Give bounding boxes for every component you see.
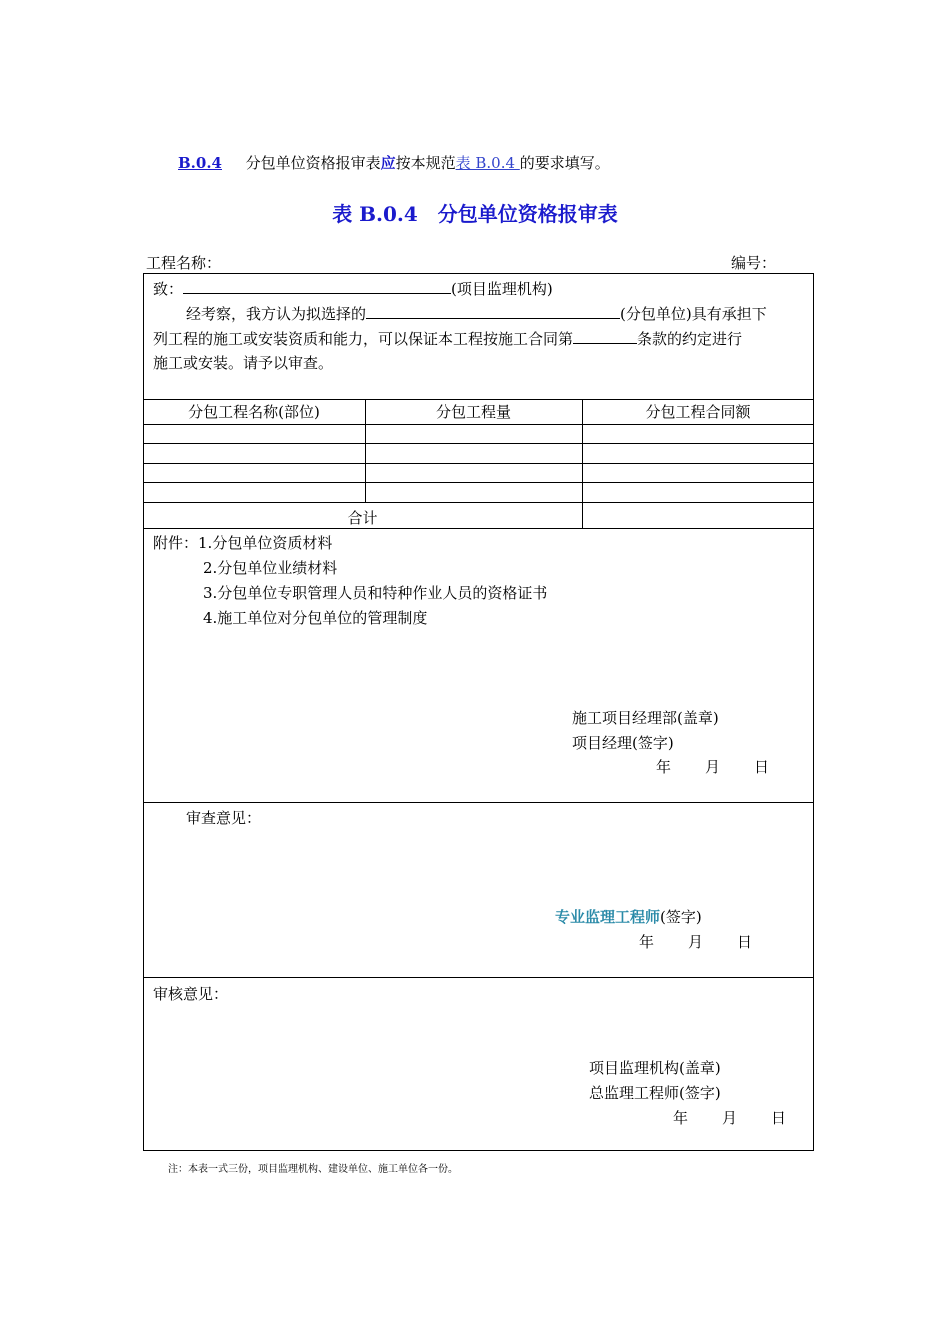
section-rule (143, 977, 814, 978)
col-header-amount: 分包工程合同额 (645, 403, 751, 421)
review-label: 审查意见： (186, 809, 262, 827)
engineer-label: 专业监理工程师 (555, 908, 661, 926)
month-label: 月 (688, 933, 704, 951)
to-blank[interactable] (183, 279, 451, 294)
request-line-2 (153, 328, 742, 349)
attachment-item: 2.分包单位业绩材料 (203, 559, 338, 577)
request-text-2a: 列工程的施工或安装资质和能力，可以保证本工程按施工合同第 (153, 330, 574, 348)
project-manager-sign-label: 项目经理(签字) (572, 734, 674, 752)
supervision-seal-label: 项目监理机构(盖章) (589, 1059, 721, 1077)
attachments-label: 附件： (153, 534, 199, 552)
to-line (153, 278, 553, 299)
col-header-quantity: 分包工程量 (435, 403, 511, 421)
table-top-rule (143, 399, 814, 400)
to-suffix: (项目监理机构) (451, 280, 553, 298)
attachment-item: 3.分包单位专职管理人员和特种作业人员的资格证书 (203, 584, 548, 602)
engineer-sign-line (555, 906, 702, 927)
month-label: 月 (722, 1109, 738, 1127)
intro-text-1: 分包单位资格报审表 (245, 154, 381, 172)
day-label: 日 (754, 758, 770, 776)
intro-text-3: 的要求填写。 (519, 154, 610, 172)
contractor-date (656, 756, 769, 777)
intro-line (178, 152, 610, 173)
attachment-item: 1.分包单位资质材料 (198, 534, 333, 552)
table-cell[interactable] (144, 425, 364, 442)
year-label: 年 (673, 1109, 689, 1127)
intro-text-2: 按本规范 (395, 154, 456, 172)
intro-emphasis: 应 (380, 154, 396, 172)
request-text-2b: 条款的约定进行 (637, 330, 743, 348)
audit-date (673, 1107, 786, 1128)
table-cell[interactable] (583, 425, 813, 442)
form-title: 表 B.0.4 分包单位资格报审表 (332, 202, 618, 226)
year-label: 年 (656, 758, 672, 776)
year-label: 年 (639, 933, 655, 951)
table-ref-link[interactable]: 表 B.0.4 (455, 154, 520, 172)
chief-engineer-sign-label: 总监理工程师(签字) (589, 1084, 721, 1102)
day-label: 日 (737, 933, 753, 951)
section-rule (143, 802, 814, 803)
clause-blank[interactable] (573, 329, 637, 344)
table-row-rule (143, 443, 814, 444)
request-line-3: 施工或安装。请予以审查。 (153, 354, 334, 372)
engineer-sign-suffix: (签字) (660, 908, 702, 926)
project-name-label: 工程名称： (146, 254, 222, 272)
request-line-1 (186, 303, 767, 324)
col-header-name: 分包工程名称(部位) (188, 403, 320, 421)
table-row-rule (143, 463, 814, 464)
footnote: 注：本表一式三份，项目监理机构、建设单位、施工单位各一份。 (168, 1164, 458, 1175)
month-label: 月 (705, 758, 721, 776)
to-label: 致： (153, 280, 184, 298)
clause-code-link[interactable]: B.0.4 (178, 154, 222, 172)
table-bottom-rule (143, 528, 814, 529)
total-label: 合计 (347, 509, 378, 527)
request-text-1b: (分包单位)具有承担下 (620, 305, 767, 323)
contractor-seal-label: 施工项目经理部(盖章) (572, 709, 719, 727)
table-row-rule (143, 482, 814, 483)
day-label: 日 (771, 1109, 787, 1127)
review-date (639, 931, 752, 952)
attachments-line-1 (153, 532, 332, 553)
table-cell[interactable] (366, 425, 581, 442)
subcontractor-blank[interactable] (366, 304, 620, 319)
audit-label: 审核意见： (153, 985, 229, 1003)
total-amount-cell[interactable] (583, 503, 813, 527)
request-text-1a: 经考察，我方认为拟选择的 (186, 305, 367, 323)
number-label: 编号： (731, 254, 777, 272)
attachment-item: 4.施工单位对分包单位的管理制度 (203, 609, 428, 627)
